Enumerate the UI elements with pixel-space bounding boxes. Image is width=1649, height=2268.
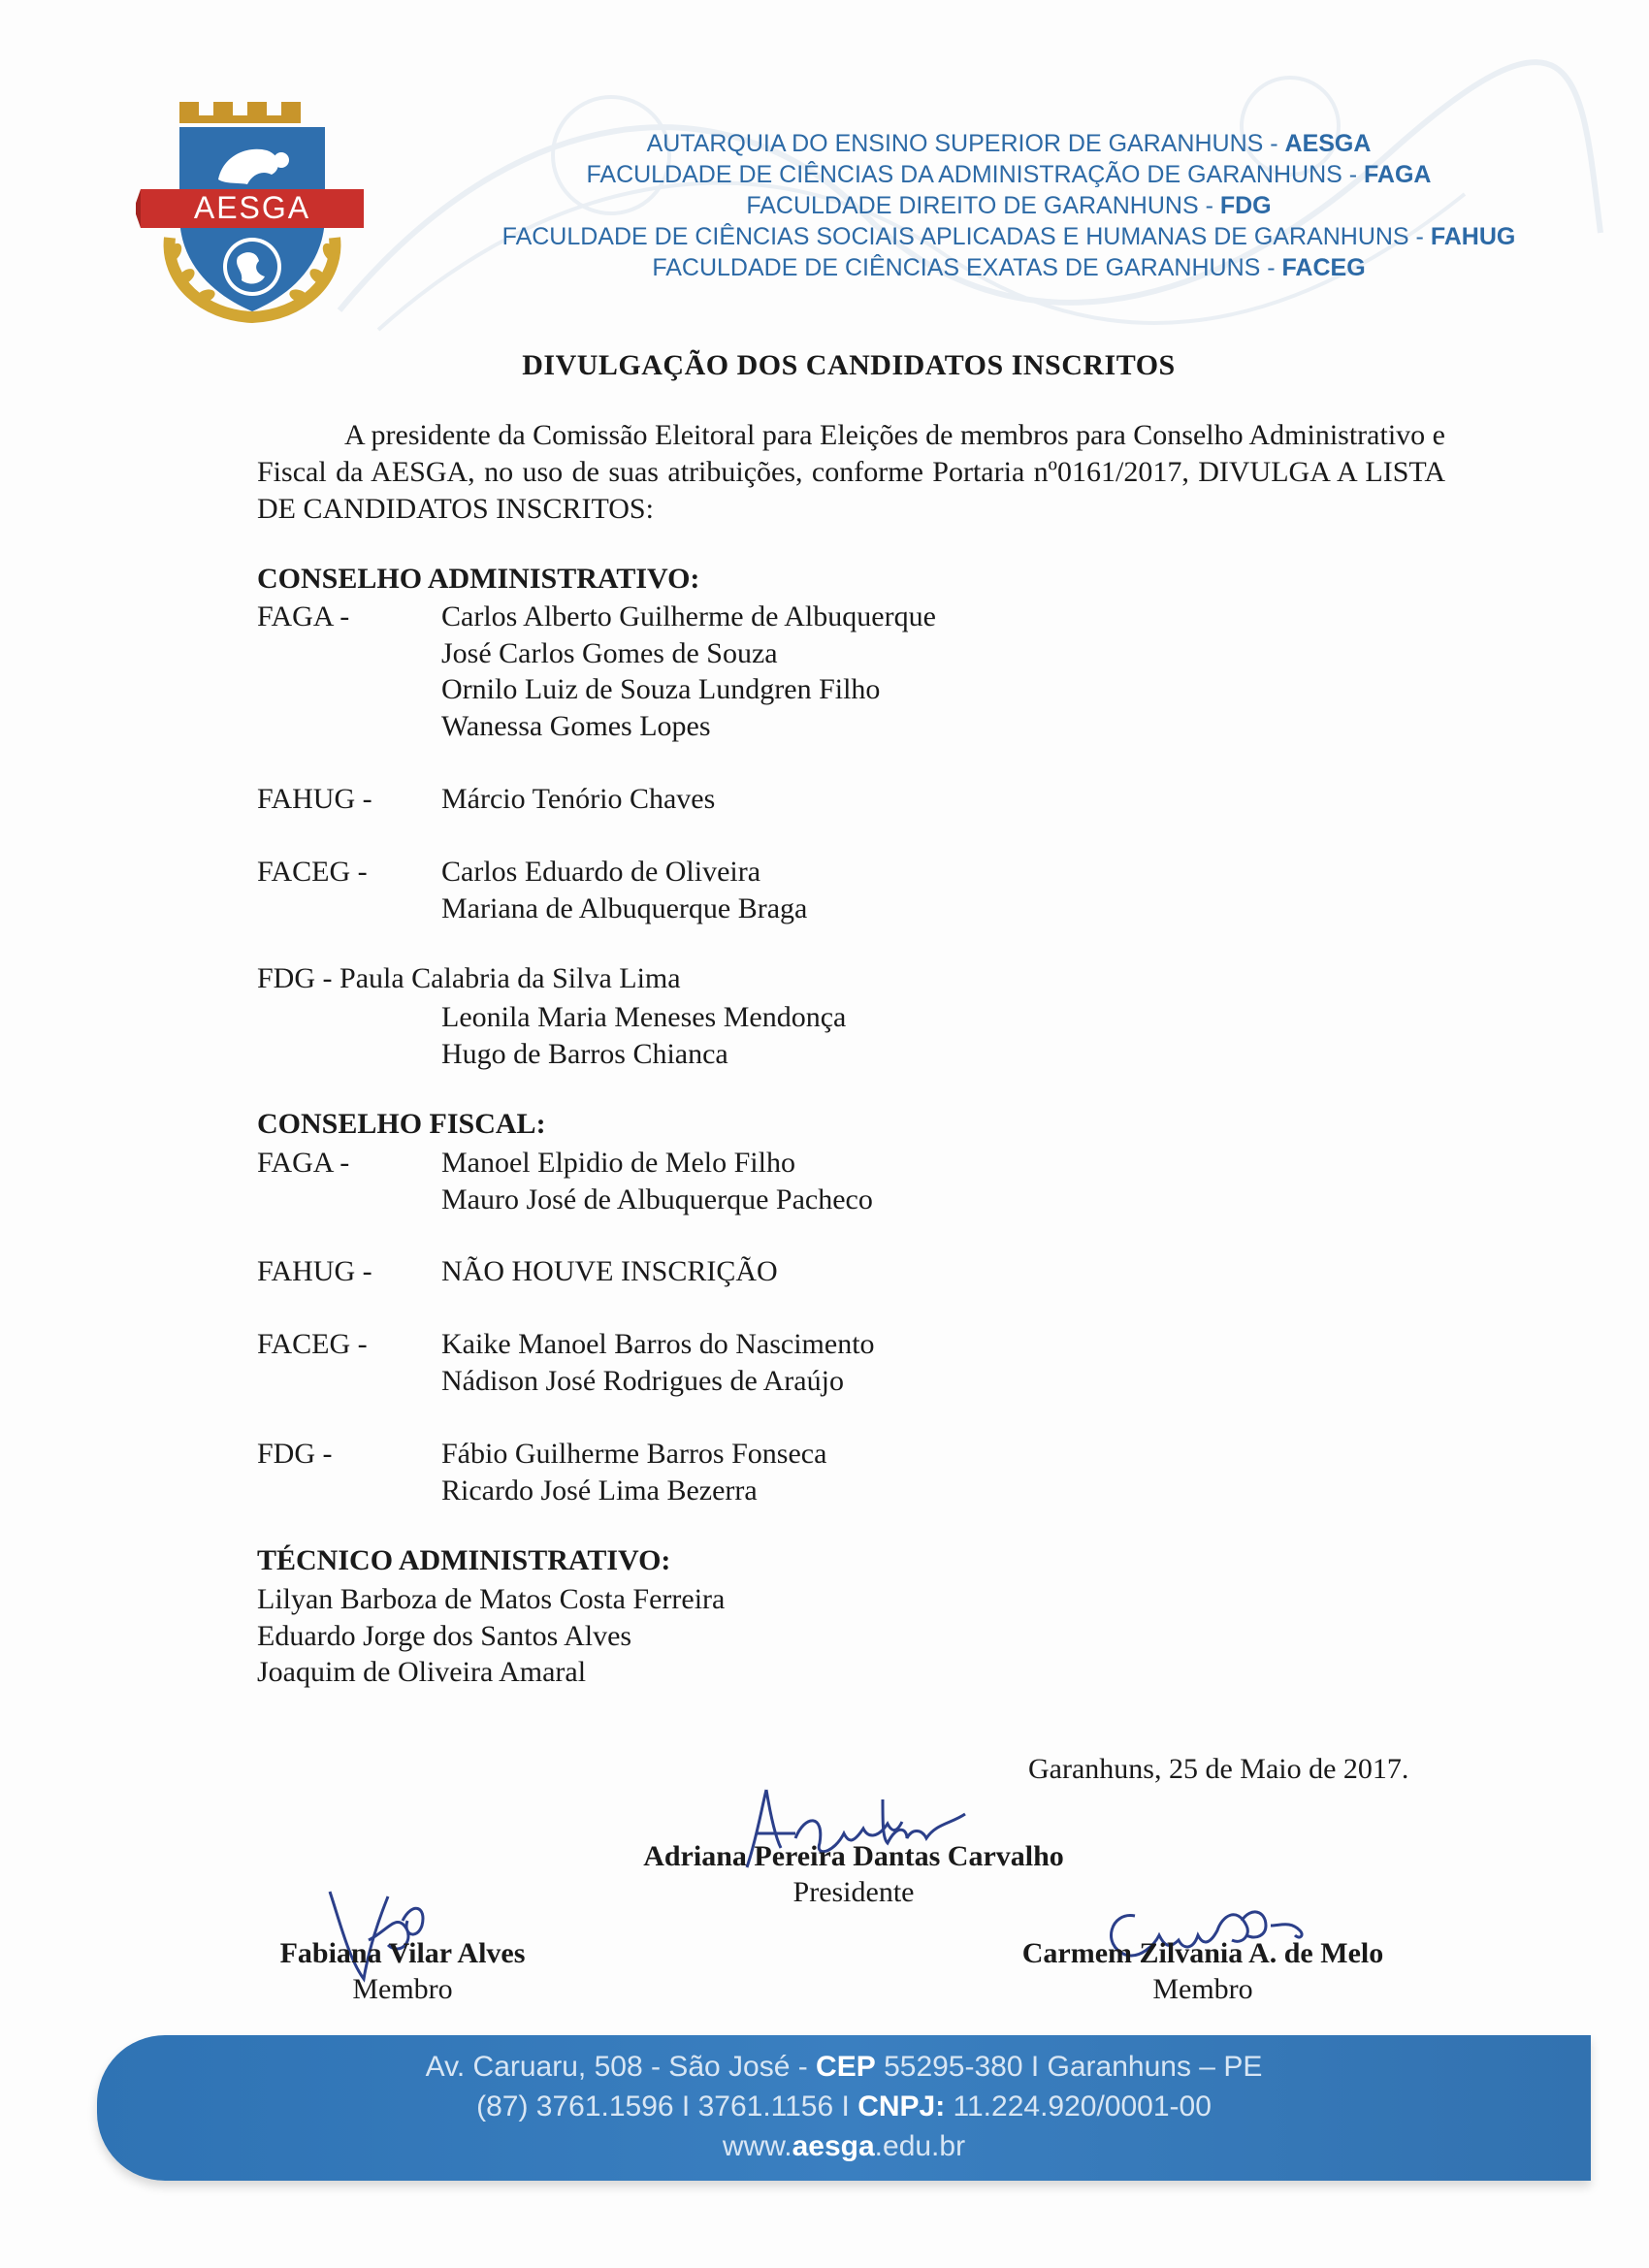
list-item: Carlos Eduardo de Oliveira <box>441 856 761 888</box>
list-item: Manoel Elpidio de Melo Filho <box>441 1147 795 1179</box>
member-left-role: Membro <box>352 1973 453 2005</box>
footer-website: www.aesga.edu.br <box>722 2130 966 2162</box>
list-item: Joaquim de Oliveira Amaral <box>257 1656 587 1688</box>
president-role: Presidente <box>792 1876 915 1908</box>
header-line-1: AUTARQUIA DO ENSINO SUPERIOR DE GARANHUNS - AESGA <box>646 130 1372 157</box>
tecnico-list <box>257 1581 725 1691</box>
list-item: Mauro José de Albuquerque Pacheco <box>441 1183 873 1215</box>
header-line-2: FACULDADE DE CIÊNCIAS DA ADMINISTRAÇÃO DE GARANHUNS - FAGA <box>586 161 1432 188</box>
president-signature-block <box>563 1838 1145 1910</box>
intro-paragraph: A presidente da Comissão Eleitoral para Eleições de membros para Conselho Administrativo e Fiscal da AESGA, no uso de suas atribuições, conforme Portaria nº0161/2017, DIVULGA A LISTA DE CANDIDATOS INSCRITOS: <box>257 419 1445 525</box>
list-item: Carlos Alberto Guilherme de Albuquerque <box>441 600 936 632</box>
logo-text: AESGA <box>193 190 311 225</box>
conselho-administrativo-heading: CONSELHO ADMINISTRATIVO: <box>257 563 700 595</box>
header-line-3: FACULDADE DIREITO DE GARANHUNS - FDG <box>746 192 1272 219</box>
list-item: Ricardo José Lima Bezerra <box>441 1474 758 1507</box>
tecnico-administrativo-heading: TÉCNICO ADMINISTRATIVO: <box>257 1544 671 1576</box>
document-date: Garanhuns, 25 de Maio de 2017. <box>1028 1753 1409 1785</box>
list-item: Márcio Tenório Chaves <box>441 783 716 815</box>
member-right-name: Carmem Zilvania A. de Melo <box>1021 1937 1384 1969</box>
list-item: Nádison José Rodrigues de Araújo <box>441 1364 844 1397</box>
footer-phones: (87) 3761.1596 I 3761.1156 I CNPJ: 11.224.920/0001-00 <box>476 2090 1212 2122</box>
conselho-fiscal-heading: CONSELHO FISCAL: <box>257 1108 546 1140</box>
list-item: NÃO HOUVE INSCRIÇÃO <box>441 1255 778 1287</box>
page-title: DIVULGAÇÃO DOS CANDIDATOS INSCRITOS <box>522 349 1176 381</box>
cf-faga-code: FAGA - <box>257 1147 350 1179</box>
cf-fahug-code: FAHUG - <box>257 1255 372 1287</box>
list-item: Fábio Guilherme Barros Fonseca <box>441 1438 827 1470</box>
cf-faceg-code: FACEG - <box>257 1328 368 1360</box>
ca-faceg-code: FACEG - <box>257 856 368 888</box>
cf-fdg-code: FDG - <box>257 1438 333 1470</box>
list-item: Lilyan Barboza de Matos Costa Ferreira <box>257 1583 726 1615</box>
list-item: Mariana de Albuquerque Braga <box>441 891 808 924</box>
footer-address: Av. Caruaru, 508 - São José - CEP 55295-380 I Garanhuns – PE <box>425 2051 1263 2083</box>
member-left-name: Fabiana Vilar Alves <box>279 1937 526 1969</box>
list-item: Leonila Maria Meneses Mendonça <box>441 1001 847 1033</box>
member-right-role: Membro <box>1152 1973 1253 2005</box>
member-right-block <box>980 1935 1426 2007</box>
list-item: Ornilo Luiz de Souza Lundgren Filho <box>441 673 881 705</box>
institution-header <box>427 128 1591 283</box>
ca-fdg-first-line: FDG - Paula Calabria da Silva Lima <box>257 962 681 994</box>
aesga-logo <box>136 92 369 325</box>
list-item: José Carlos Gomes de Souza <box>441 636 778 669</box>
footer-contact <box>97 2047 1591 2166</box>
ca-faga-code: FAGA - <box>257 600 350 632</box>
president-name: Adriana Pereira Dantas Carvalho <box>643 1840 1064 1872</box>
list-item: Kaike Manoel Barros do Nascimento <box>441 1328 875 1360</box>
header-line-4: FACULDADE DE CIÊNCIAS SOCIAIS APLICADAS E HUMANAS DE GARANHUNS - FAHUG <box>501 223 1516 250</box>
list-item: Wanessa Gomes Lopes <box>441 709 711 742</box>
list-item: Eduardo Jorge dos Santos Alves <box>257 1619 632 1652</box>
member-left-block <box>223 1935 582 2007</box>
header-line-5: FACULDADE DE CIÊNCIAS EXATAS DE GARANHUNS - FACEG <box>652 254 1366 281</box>
ca-fahug-code: FAHUG - <box>257 783 372 815</box>
list-item: Hugo de Barros Chianca <box>441 1037 728 1070</box>
